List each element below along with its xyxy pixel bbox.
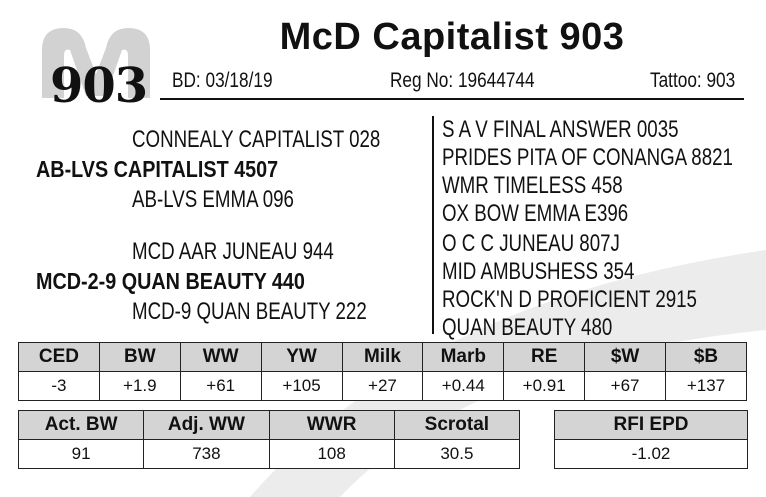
actual-measurements-table [18, 410, 520, 469]
dam-sire: MCD AAR JUNEAU 944 [132, 238, 334, 265]
actual-header-bw: Act. BW [19, 411, 144, 440]
dam-dam-dam: QUAN BEAUTY 480 [442, 314, 613, 341]
dam-sire-sire: O C C JUNEAU 807J [442, 230, 620, 257]
rfi-header-row [555, 411, 748, 440]
sire-sire-dam: PRIDES PITA OF CONANGA 8821 [442, 144, 733, 171]
actual-value-row [19, 440, 520, 469]
actual-header-wwr: WWR [269, 411, 394, 440]
tattoo: Tattoo: 903 [650, 69, 736, 92]
epd-table [18, 342, 747, 401]
epd-header-yw: YW [261, 343, 342, 372]
sire-dam-sire: WMR TIMELESS 458 [442, 172, 623, 199]
epd-header-marb: Marb [423, 343, 504, 372]
actual-value-adj-ww: 738 [144, 440, 269, 469]
actual-value-wwr: 108 [269, 440, 394, 469]
dam-dam: MCD-9 QUAN BEAUTY 222 [132, 298, 367, 325]
epd-header-re: RE [504, 343, 585, 372]
epd-value-ced: -3 [19, 372, 100, 401]
actual-value-bw: 91 [19, 440, 144, 469]
sire-dam: AB-LVS EMMA 096 [132, 186, 294, 213]
epd-header-ww: WW [180, 343, 261, 372]
epd-header-row [19, 343, 747, 372]
rfi-value: -1.02 [555, 440, 748, 469]
animal-title: McD Capitalist 903 [279, 16, 625, 58]
actual-value-scrotal: 30.5 [394, 440, 519, 469]
birth-date: BD: 03/18/19 [172, 69, 273, 92]
sire-sire: CONNEALY CAPITALIST 028 [132, 126, 381, 153]
pedigree-bracket [432, 116, 434, 334]
actual-header-scrotal: Scrotal [394, 411, 519, 440]
epd-value-milk: +27 [342, 372, 423, 401]
rfi-header: RFI EPD [555, 411, 748, 440]
epd-header-b-index: $B [666, 343, 747, 372]
epd-value-b-index: +137 [666, 372, 747, 401]
epd-header-bw: BW [99, 343, 180, 372]
epd-value-yw: +105 [261, 372, 342, 401]
epd-header-milk: Milk [342, 343, 423, 372]
epd-header-w-index: $W [585, 343, 666, 372]
rfi-value-row [555, 440, 748, 469]
dam-name: MCD-2-9 QUAN BEAUTY 440 [36, 268, 305, 294]
sire-sire-sire: S A V FINAL ANSWER 0035 [442, 116, 679, 143]
header-divider [160, 98, 744, 100]
sire-dam-dam: OX BOW EMMA E396 [442, 200, 629, 227]
epd-value-re: +0.91 [504, 372, 585, 401]
epd-value-row [19, 372, 747, 401]
actual-header-row [19, 411, 520, 440]
epd-value-ww: +61 [180, 372, 261, 401]
epd-header-ced: CED [19, 343, 100, 372]
actual-header-adj-ww: Adj. WW [144, 411, 269, 440]
epd-value-bw: +1.9 [99, 372, 180, 401]
lot-number: 903 [50, 58, 148, 114]
epd-value-w-index: +67 [585, 372, 666, 401]
rfi-epd-table [554, 410, 748, 469]
registration-number: Reg No: 19644744 [390, 69, 535, 92]
dam-dam-sire: ROCK'N D PROFICIENT 2915 [442, 286, 697, 313]
epd-value-marb: +0.44 [423, 372, 504, 401]
sire-name: AB-LVS CAPITALIST 4507 [36, 156, 279, 182]
dam-sire-dam: MID AMBUSHESS 354 [442, 258, 635, 285]
